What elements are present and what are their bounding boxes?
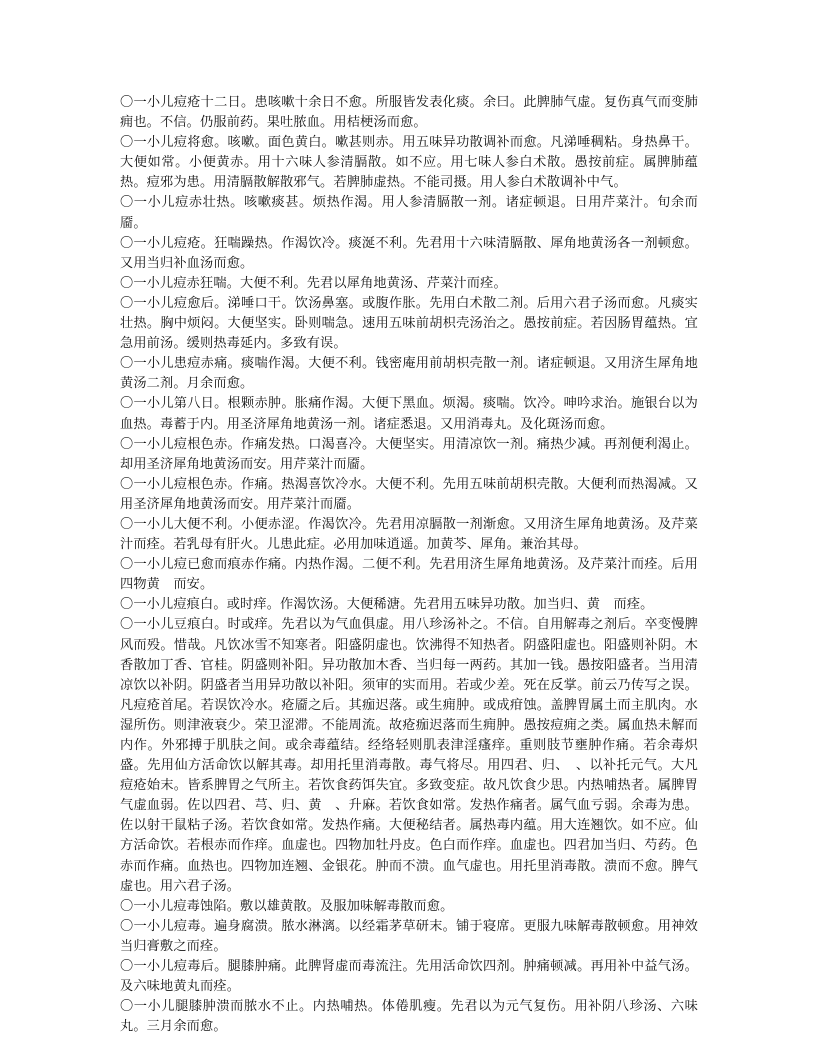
paragraph-13: 〇一小儿痘痕白。或时痒。作渴饮汤。大便稀溏。先君用五味异功散。加当归、黄 而痊。 <box>120 597 654 613</box>
paragraph-17: 〇一小儿痘毒后。腿膝肿痛。此脾肾虚而毒流注。先用活命饮四剂。肿痛顿减。再用补中益气汤。及六味地黄丸而痊。 <box>120 959 698 995</box>
paragraph-12: 〇一小儿痘已愈而痕赤作痛。内热作渴。二便不利。先君用济生犀角地黄汤。及芹菜汁而痊。后用四物黄 而安。 <box>120 557 698 593</box>
document-page <box>120 93 698 1037</box>
paragraph-07: 〇一小儿患痘赤痛。痰喘作渴。大便不利。钱密庵用前胡枳壳散一剂。诸症顿退。又用济生犀角地黄汤二剂。月余而愈。 <box>120 356 698 392</box>
paragraph-11: 〇一小儿大便不利。小便赤涩。作渴饮冷。先君用凉膈散一剂渐愈。又用济生犀角地黄汤。及芹菜汁而痊。若乳母有肝火。儿患此症。必用加味逍遥。加黄芩、犀角。兼治其母。 <box>120 516 698 553</box>
paragraph-03: 〇一小儿痘赤壮热。咳嗽痰甚。烦热作渴。用人参清膈散一剂。诸症顿退。日用芹菜汁。旬余而靥。 <box>120 195 698 231</box>
paragraph-01: 〇一小儿痘疮十二日。患咳嗽十余日不愈。所服皆发表化痰。余曰。此脾肺气虚。复伤真气而变肺痈也。不信。仍服前药。果吐脓血。用桔梗汤而愈。 <box>120 95 698 131</box>
paragraph-14: 〇一小儿豆痕白。时或痒。先君以为气血俱虚。用八珍汤补之。不信。自用解毒之剂后。卒变慢脾风而殁。惜哉。凡饮冰雪不知寒者。阳盛阴虚也。饮沸得不知热者。阴盛阳虚也。阳盛则补阴。木香散加丁香、官桂。阴盛则补阳。异功散加木香、当归每一两药。其加一钱。愚按阳盛者。当用清凉饮以补阴。阴盛者当用异功散以补阳。须审的实而用。若或少差。死在反掌。前云乃传写之误。凡痘疮首尾。若误饮冷水。疮靥之后。其痂迟落。或生痈肿。或成疳蚀。盖脾胃属土而主肌肉。水湿所伤。则津液衰少。荣卫涩滞。不能周流。故疮痂迟落而生痈肿。愚按痘痈之类。属血热未解而内作。外邪搏于肌肤之间。或余毒蕴结。经络轻则肌表津淫瘙痒。重则肢节壅肿作痛。若余毒炽盛。先用仙方活命饮以解其毒。却用托里消毒散。毒气将尽。用四君、归、 、以补托元气。大凡痘疮始末。皆系脾胃之气所主。若饮食药饵失宜。多致变症。故凡饮食少思。内热哺热者。属脾胃气虚血弱。佐以四君、芎、归、黄 、升麻。若饮食如常。发热作痛者。属气血亏弱。余毒为患。佐以射干鼠粘子汤。若饮食如常。发热作痛。大便秘结者。属热毒内蕴。用大连翘饮。如不应。仙方活命饮。若根赤而作痒。血虚也。四物加牡丹皮。色白而作痒。血虚也。四君加当归、芍药。色赤而作痛。血热也。四物加连翘、金银花。肿而不溃。血气虚也。用托里消毒散。溃而不愈。脾气虚也。用六君子汤。 <box>120 617 698 894</box>
paragraph-08: 〇一小儿第八日。根颗赤肿。胀痛作渴。大便下黑血。烦渴。痰喘。饮冷。呻吟求治。施银台以为血热。毒蓄于内。用圣济犀角地黄汤一剂。诸症悉退。又用消毒丸。及化斑汤而愈。 <box>120 396 698 432</box>
paragraph-02: 〇一小儿痘将愈。咳嗽。面色黄白。嗽甚则赤。用五味异功散调补而愈。凡涕唾稠粘。身热鼻干。大便如常。小便黄赤。用十六味人参清膈散。如不应。用七味人参白术散。愚按前症。属脾肺蕴热。痘邪为患。用清膈散解散邪气。若脾肺虚热。不能司摄。用人参白术散调补中气。 <box>120 135 698 191</box>
paragraph-16: 〇一小儿痘毒。遍身腐溃。脓水淋漓。以经霜茅草研末。铺于寝席。更服九味解毒散顿愈。用神效当归膏敷之而痊。 <box>120 918 698 954</box>
paragraph-09: 〇一小儿痘根色赤。作痛发热。口渴喜冷。大便坚实。用清凉饮一剂。痛热少减。再剂便利渴止。却用圣济犀角地黄汤而安。用芹菜汁而靥。 <box>120 436 698 472</box>
paragraph-10: 〇一小儿痘根色赤。作痛。热渴喜饮冷水。大便不利。先用五味前胡枳壳散。大便利而热渴减。又用圣济犀角地黄汤而安。用芹菜汁而靥。 <box>120 476 698 512</box>
paragraph-06: 〇一小儿痘愈后。涕唾口干。饮汤鼻塞。或腹作胀。先用白术散二剂。后用六君子汤而愈。凡痰实壮热。胸中烦闷。大便坚实。卧则喘急。速用五味前胡枳壳汤治之。愚按前症。若因肠胃蕴热。宜急用前汤。缓则热毒延内。多致有误。 <box>120 295 698 352</box>
paragraph-04: 〇一小儿痘疮。狂喘躁热。作渴饮冷。痰涎不利。先君用十六味清膈散、犀角地黄汤各一剂顿愈。又用当归补血汤而愈。 <box>120 235 698 271</box>
paragraph-18: 〇一小儿腿膝肿溃而脓水不止。内热哺热。体倦肌瘦。先君以为元气复伤。用补阴八珍汤、六味丸。三月余而愈。 <box>120 999 698 1035</box>
paragraph-15: 〇一小儿痘毒蚀陷。敷以雄黄散。及服加味解毒散而愈。 <box>120 898 454 914</box>
paragraph-05: 〇一小儿痘赤狂喘。大便不利。先君以犀角地黄汤、芹菜汁而痊。 <box>120 275 507 291</box>
